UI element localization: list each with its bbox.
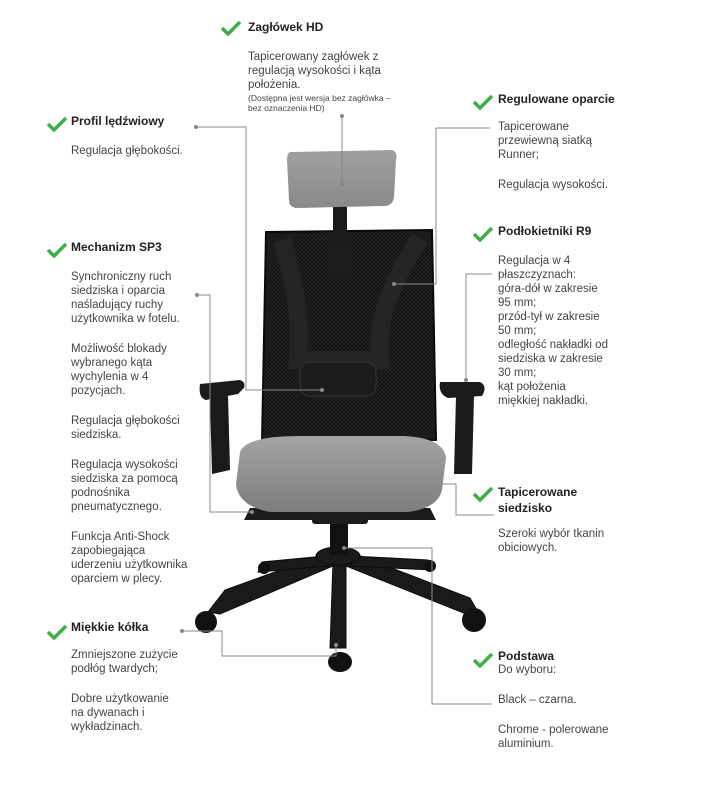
headrest-description [248, 50, 448, 113]
wheels-text: Dobre użytkowanie na dywanach i wykładzinach. [71, 693, 169, 733]
check-icon [472, 94, 494, 110]
headrest-note: (Dostępna jest wersja bez zagłówka – bez oznaczenia HD) [248, 93, 391, 113]
wheels-text: Zmniejszone zużycie podłóg twardych; [71, 649, 178, 675]
check-icon [46, 624, 68, 640]
armrests-title: Podłokietniki R9 [498, 224, 592, 238]
check-icon [472, 652, 494, 668]
base-title: Podstawa [498, 649, 555, 663]
wheels-description [71, 648, 221, 750]
mechanism-description [71, 270, 221, 602]
armrests-description [498, 254, 648, 424]
check-icon [472, 226, 494, 242]
headrest-text: Tapicerowany zagłówek z regulacją wysokości i kąta położenia. [248, 51, 381, 91]
seat-description [498, 527, 648, 571]
backrest-title: Regulowane oparcie [498, 92, 615, 106]
mechanism-text: Regulacja wysokości siedziska za pomocą podnośnika pneumatycznego. [71, 459, 178, 513]
check-icon [220, 20, 242, 36]
lumbar-pad [300, 362, 376, 396]
base-description [498, 663, 658, 767]
wheels-title: Miękkie kółka [71, 620, 149, 634]
base-text: Black – czarna. [498, 694, 577, 706]
backrest-text: Tapicerowane przewiewną siatką Runner; [498, 121, 592, 161]
lumbar-title: Profil lędźwiowy [71, 114, 165, 128]
check-icon [472, 486, 494, 502]
check-icon [46, 116, 68, 132]
chair-base [208, 547, 478, 648]
backrest-description [498, 120, 648, 208]
base-text: Do wyboru: [498, 664, 557, 676]
seat-title: Tapicerowane siedzisko [498, 485, 578, 515]
base-text: Chrome - polerowane aluminium. [498, 724, 609, 750]
mechanism-text: Możliwość blokady wybranego kąta wychylenia w 4 pozycjach. [71, 343, 167, 397]
armrests-text: Regulacja w 4 płaszczyznach: góra-dół w zakresie 95 mm; przód-tył w zakresie 50 mm; odległość nakładki od siedziska w zakresie 30 mm; kąt położenia miękkiej nakładki. [498, 255, 608, 407]
seat-cushion [236, 436, 446, 512]
lumbar-description [71, 144, 221, 174]
lumbar-text: Regulacja głębokości. [71, 145, 183, 157]
headrest-title: Zagłówek HD [248, 20, 324, 34]
backrest-text: Regulacja wysokości. [498, 179, 608, 191]
mechanism-text: Funkcja Anti-Shock zapobiegająca uderzeniu użytkownika oparciem w plecy. [71, 531, 188, 585]
seat-text: Szeroki wybór tkanin obiciowych. [498, 528, 605, 554]
check-icon [46, 242, 68, 258]
mechanism-text: Regulacja głębokości siedziska. [71, 415, 180, 441]
mechanism-title: Mechanizm SP3 [71, 240, 162, 254]
mechanism-text: Synchroniczny ruch siedziska i oparcia naśladujący ruchy użytkownika w fotelu. [71, 271, 180, 325]
